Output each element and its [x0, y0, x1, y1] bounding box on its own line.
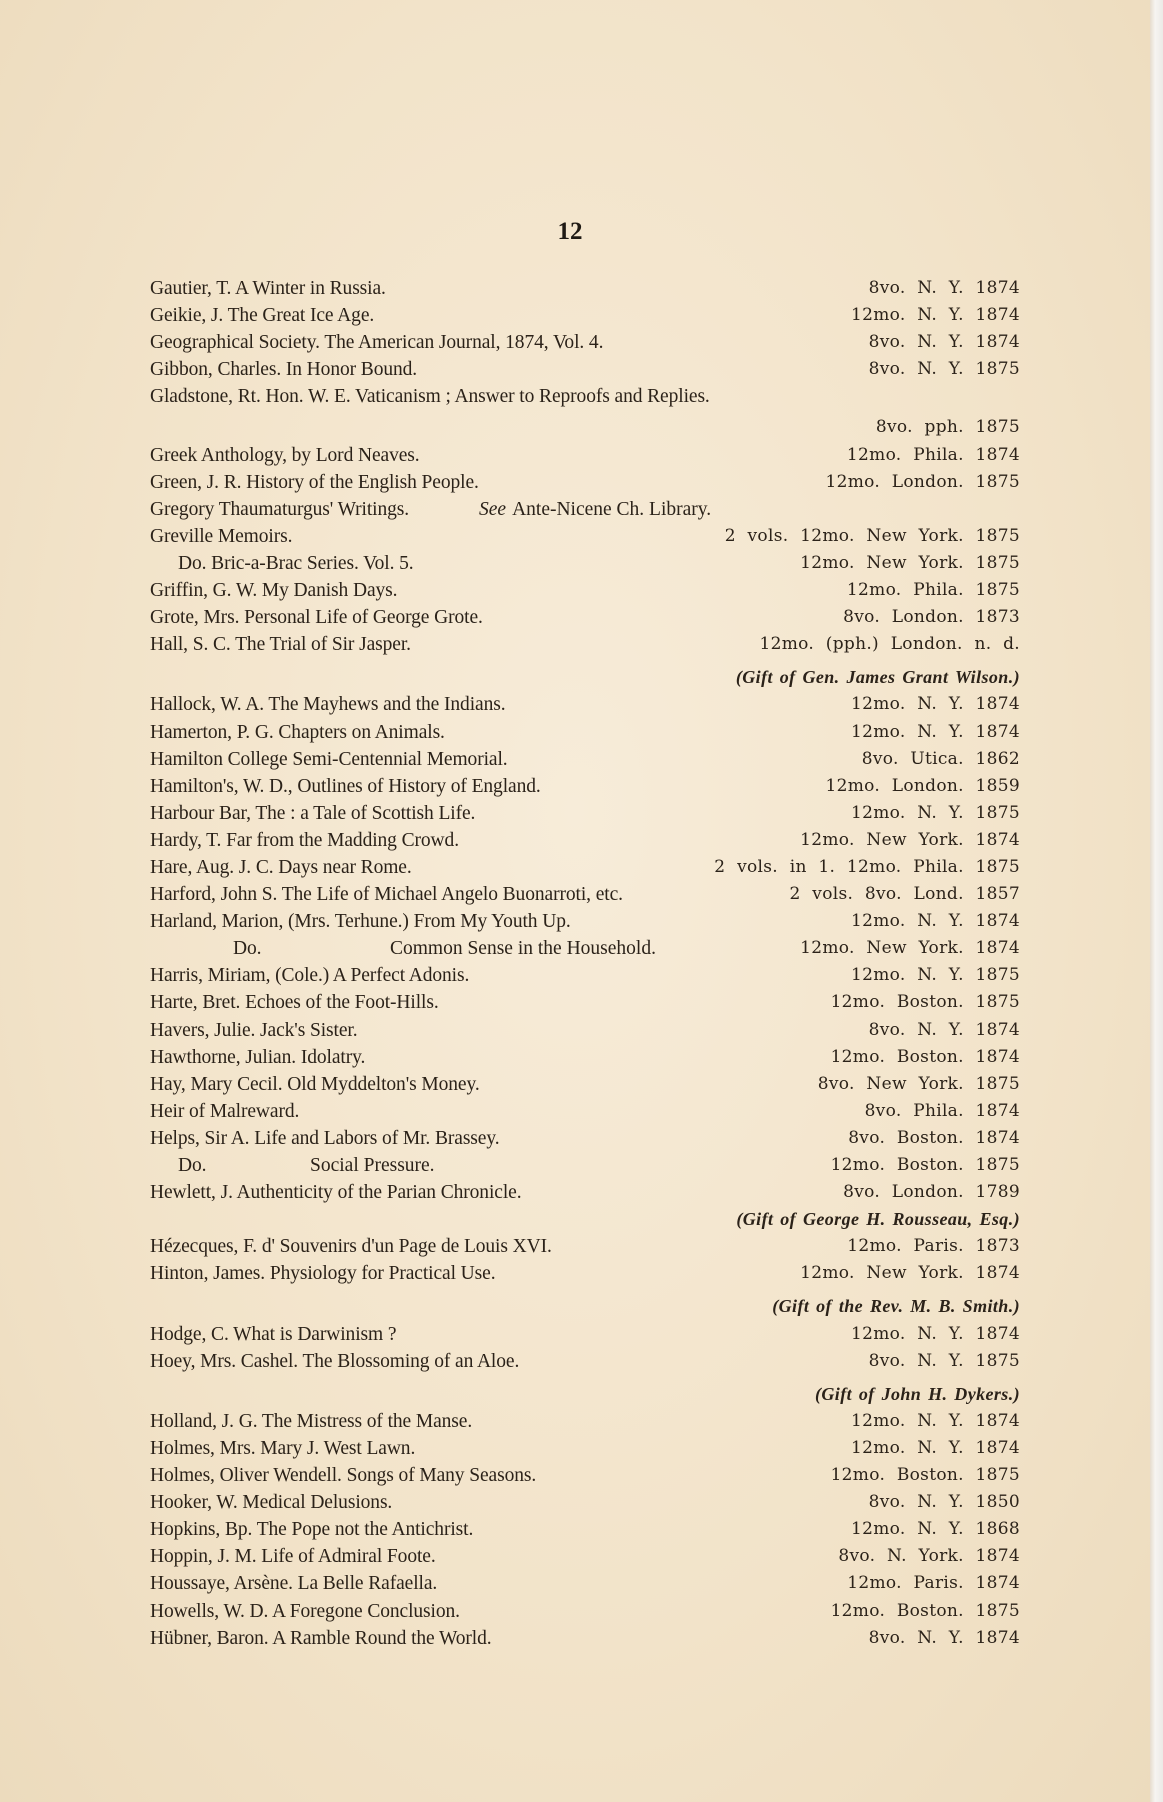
gift-note: (Gift of George H. Rousseau, Esq.)	[736, 1209, 1020, 1230]
entry-publication-info: 12mo. Boston. 1875	[830, 1155, 1020, 1175]
entry-author-title: Harris, Miriam, (Cole.) A Perfect Adonis.	[150, 965, 470, 987]
entry-publication-info: 12mo. N. Y. 1874	[851, 305, 1020, 326]
catalog-entry	[150, 827, 1020, 854]
gift-note-row	[150, 1381, 1020, 1408]
entry-author-title: Harford, John S. The Life of Michael Angelo Buonarroti, etc.	[150, 884, 623, 906]
entry-author-title: Gregory Thaumaturgus' Writings.	[150, 498, 410, 520]
entry-publication-info: 12mo. Paris. 1874	[847, 1573, 1020, 1594]
catalog-entry	[150, 854, 1020, 881]
entry-publication-info: 12mo. N. Y. 1874	[851, 1437, 1020, 1458]
entry-publication-info: 8vo. Phila. 1874	[864, 1100, 1020, 1121]
gift-note: (Gift of Gen. James Grant Wilson.)	[735, 667, 1020, 688]
catalog-entry	[150, 577, 1020, 604]
catalog-entry	[150, 935, 1020, 962]
entry-publication-info: 12mo. Phila. 1875	[846, 580, 1020, 601]
entry-publication-info: 12mo. New York. 1875	[800, 552, 1020, 573]
entry-author-title: Harte, Bret. Echoes of the Foot-Hills.	[150, 992, 439, 1014]
catalog-entry	[150, 631, 1020, 658]
entry-author-title: Hawthorne, Julian. Idolatry.	[150, 1046, 366, 1068]
catalog-entry	[150, 691, 1020, 718]
entry-title: Social Pressure.	[310, 1155, 435, 1176]
catalog-entry	[150, 496, 1020, 523]
entry-author-title: Gautier, T. A Winter in Russia.	[150, 278, 386, 299]
entry-author-title: Hinton, James. Physiology for Practical Use.	[150, 1263, 496, 1285]
catalog-entry	[150, 383, 1020, 410]
catalog-entry	[150, 1233, 1020, 1260]
catalog-entry	[150, 442, 1020, 469]
entry-author-title: Heir of Malreward.	[150, 1100, 300, 1122]
entry-publication-info: 8vo. London. 1789	[843, 1182, 1020, 1203]
catalog-entry	[150, 746, 1020, 773]
catalog-entry	[150, 1125, 1020, 1152]
entry-publication-info: 12mo. Paris. 1873	[847, 1236, 1020, 1257]
entry-author-title: Geographical Society. The American Journal, 1874, Vol. 4.	[150, 332, 604, 354]
entry-publication-info: 8vo. N. Y. 1875	[868, 1350, 1020, 1371]
catalog-entry	[150, 329, 1020, 356]
entry-author-title: Hall, S. C. The Trial of Sir Jasper.	[150, 634, 411, 656]
entry-author-title: Havers, Julie. Jack's Sister.	[150, 1019, 358, 1041]
catalog-entry	[150, 550, 1020, 577]
entry-author-title: Hamerton, P. G. Chapters on Animals.	[150, 721, 445, 743]
entry-publication-info: 8vo. N. Y. 1874	[868, 332, 1020, 353]
entry-publication-info: 12mo. Boston. 1874	[830, 1046, 1020, 1067]
see-reference	[479, 496, 711, 523]
entry-publication-info: 8vo. Utica. 1862	[861, 748, 1020, 769]
catalog-entry	[150, 1543, 1020, 1570]
catalog-entry	[150, 604, 1020, 631]
entry-author-title: Do.	[233, 938, 262, 960]
catalog-entry	[150, 989, 1020, 1016]
entry-publication-info: 12mo. New York. 1874	[800, 829, 1020, 850]
entry-author-title: Hewlett, J. Authenticity of the Parian Chronicle.	[150, 1182, 522, 1204]
entry-publication-info: 12mo. N. Y. 1868	[851, 1519, 1020, 1540]
entry-author-title: Holmes, Mrs. Mary J. West Lawn.	[150, 1437, 416, 1459]
entry-author-title: Do.	[178, 1155, 207, 1176]
entry-author-title: Hooker, W. Medical Delusions.	[150, 1492, 393, 1514]
catalog-entry	[150, 1098, 1020, 1125]
entry-publication-info: 12mo. N. Y. 1874	[851, 911, 1020, 932]
entry-author-title: Howells, W. D. A Foregone Conclusion.	[150, 1600, 460, 1622]
entry-author-title: Hay, Mary Cecil. Old Myddelton's Money.	[150, 1073, 480, 1095]
catalog-entry	[150, 1598, 1020, 1625]
entry-author-title: Hardy, T. Far from the Madding Crowd.	[150, 829, 459, 851]
entry-publication-info: 12mo. Boston. 1875	[830, 1600, 1020, 1621]
catalog-entry	[150, 302, 1020, 329]
entry-author-title: Holmes, Oliver Wendell. Songs of Many Seasons.	[150, 1465, 537, 1487]
entry-publication-info: 8vo. pph. 1875	[875, 417, 1020, 438]
entry-author-title: Green, J. R. History of the English People.	[150, 471, 479, 493]
see-label: See	[479, 498, 507, 520]
gift-note: (Gift of John H. Dykers.)	[815, 1383, 1020, 1404]
catalog-entry	[150, 1321, 1020, 1348]
entry-publication-info: 12mo. Boston. 1875	[830, 992, 1020, 1013]
entry-publication-info: 12mo. Boston. 1875	[830, 1465, 1020, 1486]
entry-publication-info: 12mo. N. Y. 1874	[851, 1323, 1020, 1344]
entry-author-title: Hamilton's, W. D., Outlines of History of England.	[150, 775, 541, 797]
catalog-entry	[150, 523, 1020, 550]
catalog-entry	[150, 1348, 1020, 1375]
entry-publication-info: 12mo. N. Y. 1874	[851, 1410, 1020, 1431]
page-edge	[1150, 0, 1163, 1802]
catalog-entry	[150, 469, 1020, 496]
catalog-entry	[150, 1625, 1020, 1652]
entry-publication-info: 8vo. N. York. 1874	[838, 1546, 1020, 1567]
entry-publication-info: 12mo. N. Y. 1874	[851, 721, 1020, 742]
catalog-entry	[150, 414, 1020, 441]
catalog-entry	[150, 1489, 1020, 1516]
entry-author-title: Hamilton College Semi-Centennial Memorial.	[150, 748, 508, 770]
entry-author-title: Holland, J. G. The Mistress of the Manse.	[150, 1410, 473, 1432]
catalog-entry	[150, 800, 1020, 827]
entry-publication-info: 12mo. N. Y. 1875	[851, 965, 1020, 986]
catalog-entry	[150, 773, 1020, 800]
page-number: 12	[557, 218, 583, 245]
entry-publication-info: 8vo. N. Y. 1874	[868, 1019, 1020, 1040]
catalog-entry	[150, 881, 1020, 908]
catalog-entry	[150, 719, 1020, 746]
catalog-entry	[150, 962, 1020, 989]
entry-author-title: Gibbon, Charles. In Honor Bound.	[150, 359, 418, 381]
gift-note: (Gift of the Rev. M. B. Smith.)	[772, 1296, 1020, 1317]
entry-author-title: Griffin, G. W. My Danish Days.	[150, 580, 398, 602]
catalog-entry	[150, 1260, 1020, 1287]
entry-author-title: Greville Memoirs.	[150, 525, 293, 547]
catalog-entry	[150, 1071, 1020, 1098]
entry-publication-info: 8vo. N. Y. 1875	[868, 359, 1020, 380]
catalog-entry	[150, 1408, 1020, 1435]
entry-author-title: Hézecques, F. d' Souvenirs d'un Page de Louis XVI.	[150, 1236, 552, 1258]
entry-publication-info: 12mo. N. Y. 1874	[851, 694, 1020, 715]
entry-publication-info: 12mo. London. 1875	[825, 471, 1020, 492]
catalog-entries	[150, 275, 1020, 1652]
entry-title: Common Sense in the Household.	[390, 938, 656, 960]
entry-author-title: Hopkins, Bp. The Pope not the Antichrist.	[150, 1519, 474, 1541]
entry-publication-info: 12mo. Phila. 1874	[846, 444, 1020, 465]
catalog-entry	[150, 908, 1020, 935]
entry-author-title: Do. Bric-a-Brac Series. Vol. 5.	[178, 552, 414, 574]
entry-author-title: Hallock, W. A. The Mayhews and the Indians.	[150, 694, 506, 716]
entry-author-title: Greek Anthology, by Lord Neaves.	[150, 444, 420, 466]
entry-publication-info: 8vo. N. Y. 1874	[868, 1627, 1020, 1648]
entry-publication-info: 12mo. London. 1859	[825, 775, 1020, 796]
entry-author-title: Hübner, Baron. A Ramble Round the World.	[150, 1627, 492, 1649]
entry-author-title: Houssaye, Arsène. La Belle Rafaella.	[150, 1573, 438, 1595]
catalog-entry	[150, 1179, 1020, 1206]
entry-author-title: Hoey, Mrs. Cashel. The Blossoming of an Aloe.	[150, 1350, 520, 1372]
catalog-entry	[150, 1435, 1020, 1462]
catalog-entry	[150, 1017, 1020, 1044]
entry-publication-info: 12mo. (pph.) London. n. d.	[759, 634, 1020, 655]
catalog-entry	[150, 1462, 1020, 1489]
entry-author-title: Hodge, C. What is Darwinism ?	[150, 1323, 397, 1345]
entry-publication-info: 12mo. New York. 1874	[800, 938, 1020, 959]
catalog-entry	[150, 1152, 1020, 1179]
entry-author-title: Hare, Aug. J. C. Days near Rome.	[150, 856, 412, 878]
gift-note-row	[150, 664, 1020, 691]
entry-publication-info: 8vo. N. Y. 1874	[868, 278, 1020, 298]
catalog-entry	[150, 1570, 1020, 1597]
gift-note-row	[150, 1293, 1020, 1320]
entry-publication-info: 12mo. New York. 1874	[800, 1263, 1020, 1284]
entry-publication-info: 8vo. London. 1873	[843, 607, 1020, 628]
gift-note-row	[150, 1206, 1020, 1233]
entry-publication-info: 2 vols. 12mo. New York. 1875	[724, 525, 1020, 546]
catalog-entry	[150, 1516, 1020, 1543]
see-target: Ante-Nicene Ch. Library.	[512, 498, 712, 520]
entry-author-title: Helps, Sir A. Life and Labors of Mr. Brassey.	[150, 1127, 500, 1149]
entry-publication-info: 8vo. Boston. 1874	[848, 1127, 1020, 1148]
entry-publication-info: 2 vols. in 1. 12mo. Phila. 1875	[714, 856, 1020, 877]
entry-publication-info: 12mo. N. Y. 1875	[851, 802, 1020, 823]
catalog-entry	[150, 275, 1020, 302]
catalog-entry	[150, 356, 1020, 383]
entry-author-title: Gladstone, Rt. Hon. W. E. Vaticanism ; Answer to Reproofs and Replies.	[150, 386, 710, 408]
entry-publication-info: 8vo. N. Y. 1850	[868, 1492, 1020, 1513]
catalog-entry	[150, 1044, 1020, 1071]
entry-publication-info: 2 vols. 8vo. Lond. 1857	[789, 884, 1020, 905]
entry-author-title: Grote, Mrs. Personal Life of George Grote.	[150, 607, 483, 629]
entry-publication-info: 8vo. New York. 1875	[817, 1073, 1020, 1094]
entry-author-title: Harland, Marion, (Mrs. Terhune.) From My Youth Up.	[150, 911, 571, 933]
entry-author-title: Harbour Bar, The : a Tale of Scottish Life.	[150, 802, 476, 824]
entry-author-title: Geikie, J. The Great Ice Age.	[150, 305, 375, 327]
entry-author-title: Hoppin, J. M. Life of Admiral Foote.	[150, 1546, 436, 1568]
